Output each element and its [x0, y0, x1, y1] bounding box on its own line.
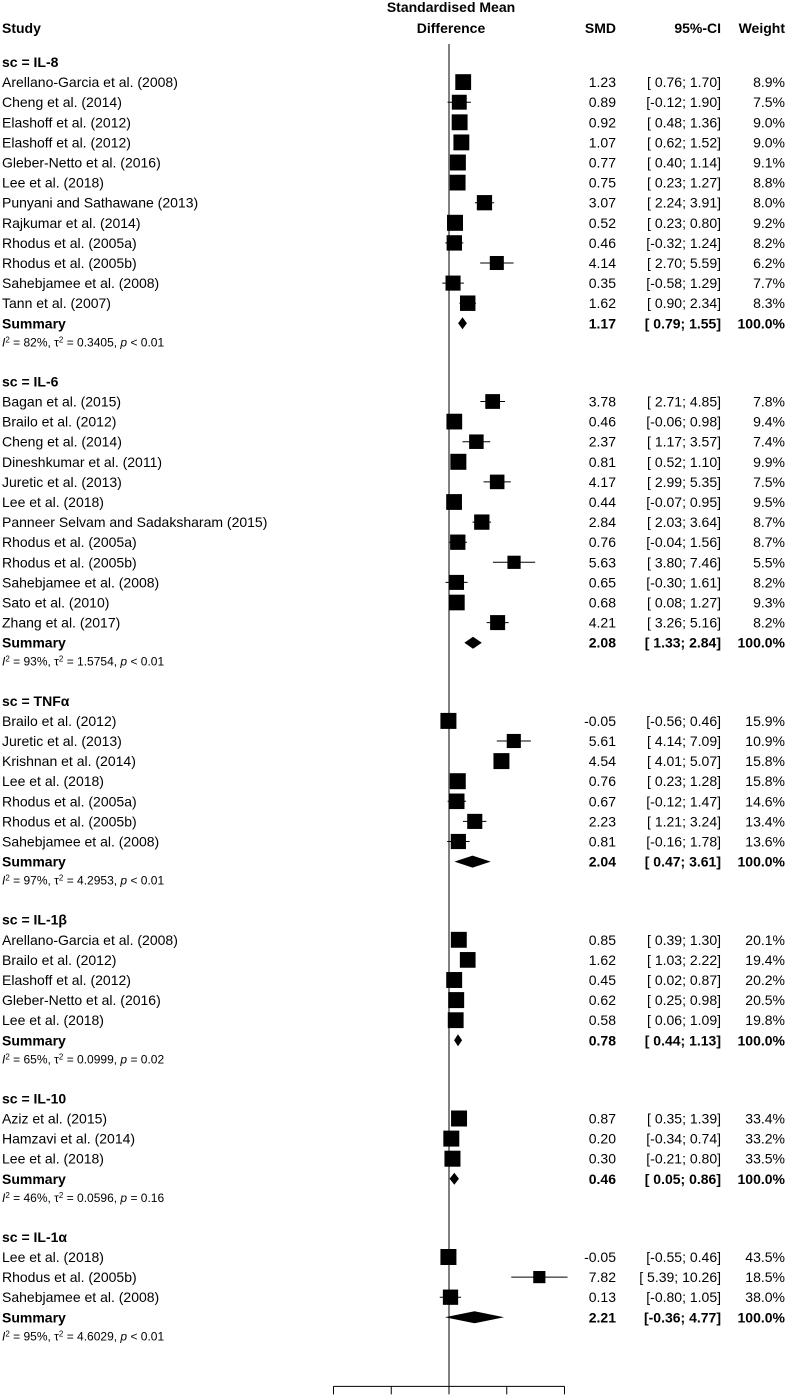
ci-value: [ 0.39; 1.30] [647, 931, 721, 948]
study-point [507, 556, 520, 569]
weight-value: 13.6% [745, 833, 785, 850]
smd-value: 2.23 [588, 813, 616, 830]
smd-value: 0.20 [588, 1130, 616, 1147]
study-point [447, 235, 462, 250]
smd-value: 1.62 [588, 295, 616, 312]
x-axis [323, 1386, 572, 1397]
study-label: Elashoff et al. (2012) [2, 114, 131, 131]
smd-value: 0.68 [588, 594, 616, 611]
study-point [485, 394, 500, 409]
weight-value: 7.5% [753, 473, 785, 490]
weight-value: 8.2% [753, 614, 785, 631]
study-label: Krishnan et al. (2014) [2, 753, 136, 770]
smd-value: 2.84 [588, 514, 616, 531]
study-point [507, 734, 521, 748]
summary-weight: 100.0% [737, 853, 785, 870]
study-label: Rhodus et al. (2005b) [2, 813, 137, 830]
smd-value: 4.17 [588, 473, 616, 490]
study-point [452, 114, 468, 130]
weight-value: 8.9% [753, 74, 785, 91]
header-ci: 95%-CI [674, 20, 721, 36]
header-study: Study [2, 20, 41, 36]
study-label: Zhang et al. (2017) [2, 614, 121, 631]
weight-value: 20.2% [745, 972, 785, 988]
weight-value: 20.1% [745, 931, 785, 948]
weight-value: 6.2% [753, 255, 785, 271]
ci-value: [ 1.17; 3.57] [647, 433, 721, 450]
ci-value: [-0.32; 1.24] [646, 234, 721, 251]
ci-value: [ 0.76; 1.70] [647, 74, 721, 91]
smd-value: 0.75 [588, 174, 616, 191]
summary-ci: [ 0.44; 1.13] [644, 1032, 721, 1049]
study-label: Brailo et al. (2012) [2, 951, 117, 968]
weight-value: 9.0% [753, 114, 785, 131]
ci-value: [-0.04; 1.56] [646, 534, 721, 551]
study-point [490, 475, 505, 490]
study-point [446, 494, 462, 510]
smd-value: 0.65 [588, 574, 616, 591]
study-point [460, 952, 476, 968]
summary-weight: 100.0% [737, 634, 785, 651]
study-label: Rajkumar et al. (2014) [2, 214, 141, 231]
study-point [447, 215, 463, 231]
smd-value: 0.67 [588, 793, 616, 810]
heterogeneity-stats: $I^2 = 82\%$, $\tau^2 = 0.3405$, p < 0.01 [2, 334, 165, 350]
summary-ci: [ 0.47; 3.61] [644, 853, 721, 870]
study-label: Sato et al. (2010) [2, 594, 110, 611]
study-point [446, 276, 461, 291]
study-point [449, 794, 465, 810]
study-point [448, 992, 464, 1008]
weight-value: 8.8% [753, 174, 785, 191]
subgroup [2, 1090, 786, 1204]
study-label: Bagan et al. (2015) [2, 393, 122, 410]
weight-value: 9.3% [753, 594, 785, 611]
study-label: Lee et al. (2018) [2, 1249, 104, 1265]
smd-value: 1.23 [588, 74, 616, 91]
study-point [448, 1012, 464, 1028]
summary-diamond [454, 1034, 462, 1046]
summary-ci: [ 0.79; 1.55] [644, 315, 721, 332]
summary-diamond [454, 856, 490, 868]
study-label: Elashoff et al. (2012) [2, 134, 131, 151]
smd-value: 7.82 [588, 1269, 616, 1286]
ci-value: [-0.30; 1.61] [646, 574, 721, 591]
header-effect-line1: Standardised Mean [386, 0, 516, 15]
ci-value: [ 3.26; 5.16] [647, 614, 721, 631]
summary-label: Summary [2, 315, 66, 332]
smd-value: 0.85 [588, 931, 616, 948]
smd-value: 0.92 [588, 114, 616, 131]
study-label: Sahebjamee et al. (2008) [2, 574, 160, 591]
summary-smd: 2.21 [588, 1309, 616, 1326]
summary-diamond [445, 1311, 504, 1323]
smd-value: -0.05 [584, 712, 616, 729]
smd-value: 0.46 [588, 234, 616, 251]
weight-value: 7.7% [753, 275, 785, 292]
study-point [446, 972, 462, 988]
smd-value: 0.46 [588, 413, 616, 430]
weight-value: 8.7% [753, 534, 785, 551]
ci-value: [ 0.48; 1.36] [647, 114, 721, 131]
study-point [440, 1249, 456, 1265]
weight-value: 8.3% [753, 295, 785, 312]
ci-value: [-0.55; 0.46] [646, 1249, 721, 1265]
subgroup [2, 693, 786, 888]
subgroup-label: sc = IL-10 [2, 1090, 67, 1107]
study-label: Rhodus et al. (2005a) [2, 793, 137, 810]
study-point [451, 834, 466, 849]
study-label: Elashoff et al. (2012) [2, 972, 131, 988]
ci-value: [ 4.01; 5.07] [647, 753, 721, 770]
weight-value: 9.0% [753, 134, 785, 151]
study-point [446, 414, 462, 430]
smd-value: 0.52 [588, 214, 616, 231]
weight-value: 15.8% [745, 753, 785, 770]
study-point [450, 155, 466, 171]
study-label: Aziz et al. (2015) [2, 1110, 108, 1127]
study-point [493, 753, 509, 769]
weight-value: 9.9% [753, 453, 785, 470]
ci-value: [ 5.39; 10.26] [639, 1269, 721, 1286]
ci-value: [-0.80; 1.05] [646, 1289, 721, 1306]
ci-value: [ 0.23; 1.28] [647, 773, 721, 790]
summary-smd: 2.08 [588, 634, 616, 651]
ci-value: [-0.34; 0.74] [646, 1130, 721, 1147]
subgroup [2, 373, 786, 668]
smd-value: 0.58 [588, 1012, 616, 1029]
study-label: Lee et al. (2018) [2, 174, 104, 191]
ci-value: [ 0.90; 2.34] [647, 295, 721, 312]
subgroup-label: sc = IL-1β [2, 911, 67, 928]
subgroup [2, 1229, 786, 1343]
study-point [444, 1151, 460, 1167]
summary-label: Summary [2, 853, 66, 870]
study-label: Juretic et al. (2013) [2, 473, 122, 490]
subgroup [2, 912, 786, 1067]
heterogeneity-stats: $I^2 = 65\%$, $\tau^2 = 0.0999$, p = 0.02 [2, 1051, 165, 1067]
study-point [467, 814, 482, 829]
study-label: Rhodus et al. (2005b) [2, 554, 137, 571]
study-label: Arellano-Garcia et al. (2008) [2, 931, 178, 948]
smd-value: 0.81 [588, 833, 616, 850]
smd-value: 0.35 [588, 275, 616, 292]
ci-value: [ 4.14; 7.09] [647, 733, 721, 749]
summary-weight: 100.0% [737, 1309, 785, 1326]
smd-value: 4.14 [588, 255, 616, 271]
weight-value: 33.4% [745, 1110, 785, 1127]
ci-value: [-0.16; 1.78] [646, 833, 721, 850]
weight-value: 8.0% [753, 194, 785, 211]
smd-value: 5.61 [588, 733, 616, 749]
study-label: Hamzavi et al. (2014) [2, 1130, 136, 1147]
forest-rows [2, 54, 786, 1343]
summary-label: Summary [2, 634, 66, 651]
weight-value: 18.5% [745, 1269, 785, 1286]
summary-ci: [ 1.33; 2.84] [644, 634, 721, 651]
ci-value: [ 0.08; 1.27] [647, 594, 721, 611]
weight-value: 14.6% [745, 793, 785, 810]
summary-label: Summary [2, 1170, 66, 1187]
weight-value: 19.4% [745, 951, 785, 968]
heterogeneity-stats: $I^2 = 93\%$, $\tau^2 = 1.5754$, p < 0.01 [2, 654, 165, 669]
weight-value: 9.5% [753, 494, 785, 510]
study-label: Brailo et al. (2012) [2, 413, 117, 430]
study-point [443, 1131, 459, 1147]
summary-diamond [450, 1173, 459, 1185]
ci-value: [ 0.40; 1.14] [647, 154, 721, 171]
study-point [490, 256, 504, 270]
study-label: Rhodus et al. (2005b) [2, 255, 137, 271]
smd-value: 0.13 [588, 1289, 616, 1306]
study-label: Lee et al. (2018) [2, 1150, 104, 1167]
summary-weight: 100.0% [737, 1170, 785, 1187]
smd-value: 1.07 [588, 134, 616, 151]
study-point [533, 1271, 545, 1283]
weight-value: 8.2% [753, 234, 785, 251]
smd-value: 0.45 [588, 972, 616, 988]
weight-value: 15.9% [745, 712, 785, 729]
weight-value: 43.5% [745, 1249, 785, 1265]
weight-value: 7.4% [753, 433, 785, 450]
study-label: Dineshkumar et al. (2011) [2, 453, 163, 470]
smd-value: 2.37 [588, 433, 616, 450]
weight-value: 20.5% [745, 992, 785, 1009]
summary-smd: 0.46 [588, 1170, 616, 1187]
study-point [450, 175, 466, 191]
weight-value: 33.5% [745, 1150, 785, 1167]
study-point [443, 1290, 458, 1305]
study-point [453, 134, 469, 150]
ci-value: [ 3.80; 7.46] [647, 554, 721, 571]
smd-value: 0.89 [588, 94, 616, 111]
subgroup-label: sc = IL-8 [2, 54, 59, 70]
study-label: Rhodus et al. (2005b) [2, 1269, 137, 1286]
study-point [449, 595, 465, 611]
ci-value: [-0.06; 0.98] [646, 413, 721, 430]
summary-weight: 100.0% [737, 1032, 785, 1049]
weight-value: 9.2% [753, 214, 785, 231]
study-label: Rhodus et al. (2005a) [2, 534, 137, 551]
ci-value: [ 2.70; 5.59] [647, 255, 721, 271]
smd-value: 4.54 [588, 753, 616, 770]
header-weight: Weight [738, 20, 785, 36]
summary-ci: [ 0.05; 0.86] [644, 1170, 721, 1187]
ci-value: [-0.21; 0.80] [646, 1150, 721, 1167]
study-label: Cheng et al. (2014) [2, 433, 122, 450]
weight-value: 9.4% [753, 413, 785, 430]
smd-value: 0.62 [588, 992, 616, 1009]
study-label: Sahebjamee et al. (2008) [2, 833, 160, 850]
summary-smd: 0.78 [588, 1032, 616, 1049]
weight-value: 7.5% [753, 94, 785, 111]
smd-value: 0.81 [588, 453, 616, 470]
study-label: Rhodus et al. (2005a) [2, 234, 137, 251]
summary-label: Summary [2, 1309, 66, 1326]
ci-value: [ 2.99; 5.35] [647, 473, 721, 490]
smd-value: 4.21 [588, 614, 616, 631]
study-label: Arellano-Garcia et al. (2008) [2, 74, 178, 91]
smd-value: 1.62 [588, 951, 616, 968]
subgroup-label: sc = IL-6 [2, 373, 59, 390]
study-label: Punyani and Sathawane (2013) [2, 194, 199, 211]
ci-value: [ 2.71; 4.85] [647, 393, 721, 410]
study-label: Lee et al. (2018) [2, 773, 104, 790]
ci-value: [ 0.52; 1.10] [647, 453, 721, 470]
heterogeneity-stats: $I^2 = 97\%$, $\tau^2 = 4.2953$, p < 0.01 [2, 873, 165, 888]
smd-value: 3.78 [588, 393, 616, 410]
heterogeneity-stats: $I^2 = 46\%$, $\tau^2 = 0.0596$, p = 0.16 [2, 1190, 165, 1205]
study-point [440, 713, 456, 729]
smd-value: -0.05 [584, 1249, 616, 1265]
summary-weight: 100.0% [737, 315, 785, 332]
smd-value: 0.30 [588, 1150, 616, 1167]
ci-value: [-0.12; 1.47] [646, 793, 721, 810]
ci-value: [ 2.24; 3.91] [647, 194, 721, 211]
study-label: Gleber-Netto et al. (2016) [2, 992, 161, 1009]
summary-smd: 2.04 [588, 853, 616, 870]
study-point [474, 514, 489, 529]
ci-value: [ 0.35; 1.39] [647, 1110, 721, 1127]
study-point [490, 615, 505, 630]
study-point [449, 575, 464, 590]
study-label: Lee et al. (2018) [2, 494, 104, 510]
ci-value: [ 0.23; 1.27] [647, 174, 721, 191]
summary-label: Summary [2, 1032, 66, 1049]
summary-ci: [-0.36; 4.77] [643, 1309, 721, 1326]
ci-value: [-0.12; 1.90] [646, 94, 721, 111]
ci-value: [ 0.62; 1.52] [647, 134, 721, 151]
smd-value: 0.76 [588, 534, 616, 551]
weight-value: 33.2% [745, 1130, 785, 1147]
subgroup [2, 54, 786, 349]
study-label: Brailo et al. (2012) [2, 712, 117, 729]
smd-value: 0.87 [588, 1110, 616, 1127]
study-point [455, 74, 471, 90]
ci-value: [-0.56; 0.46] [646, 712, 721, 729]
header-smd: SMD [584, 20, 616, 36]
smd-value: 3.07 [588, 194, 616, 211]
study-label: Juretic et al. (2013) [2, 733, 122, 749]
weight-value: 13.4% [745, 813, 785, 830]
study-label: Tann et al. (2007) [2, 295, 111, 312]
study-point [452, 95, 467, 110]
study-point [451, 932, 467, 948]
ci-value: [ 2.03; 3.64] [647, 514, 721, 531]
weight-value: 5.5% [753, 554, 785, 571]
study-point [450, 773, 466, 789]
weight-value: 19.8% [745, 1012, 785, 1029]
ci-value: [ 1.03; 2.22] [647, 951, 721, 968]
ci-value: [ 0.02; 0.87] [647, 972, 721, 988]
subgroup-label: sc = TNFα [2, 692, 70, 709]
smd-value: 0.44 [588, 494, 616, 510]
weight-value: 8.7% [753, 514, 785, 531]
smd-value: 0.76 [588, 773, 616, 790]
summary-diamond [464, 637, 481, 649]
study-label: Sahebjamee et al. (2008) [2, 275, 160, 292]
weight-value: 10.9% [745, 733, 785, 749]
study-label: Panneer Selvam and Sadaksharam (2015) [2, 514, 268, 531]
study-point [477, 195, 492, 210]
ci-value: [ 0.06; 1.09] [647, 1012, 721, 1029]
study-label: Sahebjamee et al. (2008) [2, 1289, 160, 1306]
weight-value: 7.8% [753, 393, 785, 410]
heterogeneity-stats: $I^2 = 95\%$, $\tau^2 = 4.6029$, p < 0.01 [2, 1328, 165, 1344]
study-label: Lee et al. (2018) [2, 1012, 104, 1029]
study-point [450, 454, 466, 470]
weight-value: 8.2% [753, 574, 785, 591]
header-effect-line2: Difference [416, 20, 486, 36]
ci-value: [-0.58; 1.29] [646, 275, 721, 292]
smd-value: 5.63 [588, 554, 616, 571]
summary-smd: 1.17 [588, 315, 616, 332]
study-point [450, 535, 465, 550]
study-point [460, 295, 475, 310]
ci-value: [ 1.21; 3.24] [647, 813, 721, 830]
ci-value: [ 0.23; 0.80] [647, 214, 721, 231]
study-label: Cheng et al. (2014) [2, 94, 122, 111]
weight-value: 38.0% [745, 1289, 785, 1306]
smd-value: 0.77 [588, 154, 616, 171]
weight-value: 15.8% [745, 773, 785, 790]
study-point [469, 434, 484, 449]
ci-value: [ 0.25; 0.98] [647, 992, 721, 1009]
subgroup-label: sc = IL-1α [2, 1228, 68, 1245]
ci-value: [-0.07; 0.95] [646, 494, 721, 510]
study-label: Gleber-Netto et al. (2016) [2, 154, 161, 171]
column-headers [2, 0, 785, 36]
weight-value: 9.1% [753, 154, 785, 171]
study-point [451, 1111, 467, 1127]
summary-diamond [458, 317, 467, 329]
